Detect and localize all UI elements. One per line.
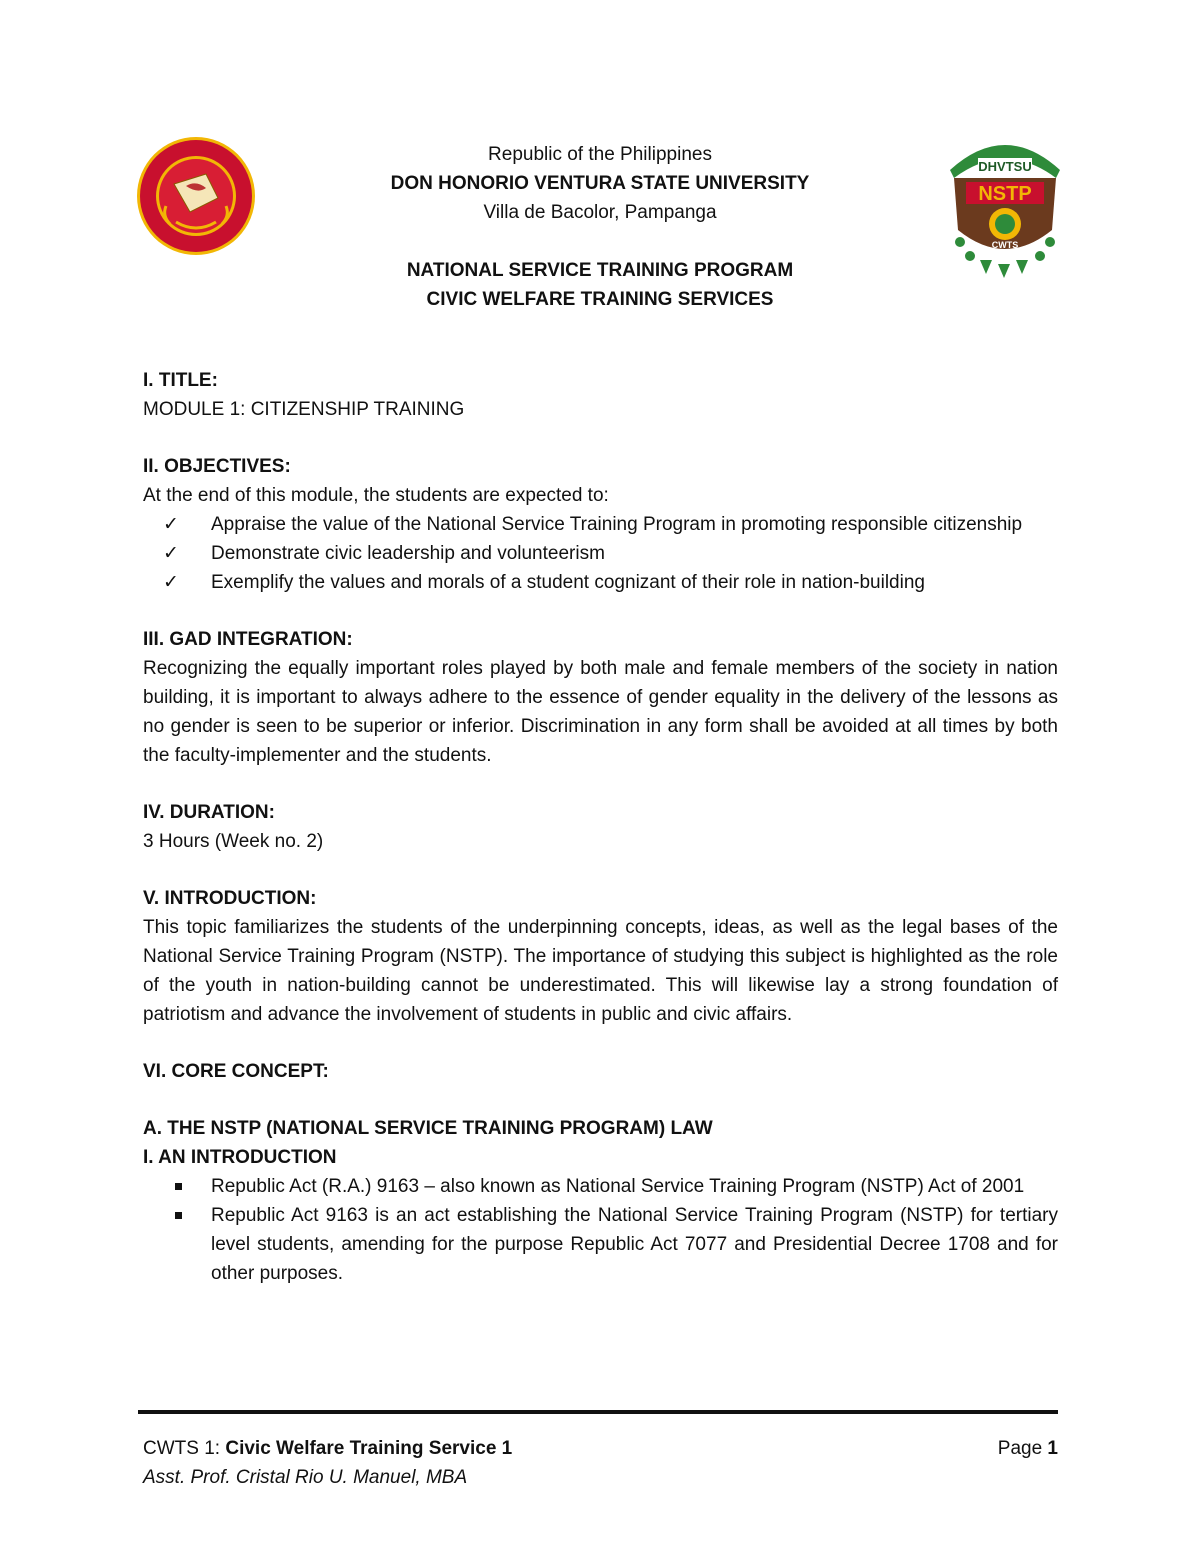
list-item: ✓ Demonstrate civic leadership and volunteerism bbox=[143, 539, 1058, 568]
square-bullet-icon bbox=[175, 1212, 182, 1219]
list-item: Republic Act (R.A.) 9163 – also known as National Service Training Program (NSTP) Act of 2001 bbox=[143, 1172, 1058, 1201]
checkmark-icon: ✓ bbox=[163, 543, 179, 564]
footer-page bbox=[998, 1434, 1058, 1463]
footer-course-name: Civic Welfare Training Service 1 bbox=[225, 1438, 513, 1459]
section-core-heading: VI. CORE CONCEPT: bbox=[143, 1061, 329, 1082]
footer-course bbox=[143, 1434, 512, 1463]
section-objectives-heading: II. OBJECTIVES: bbox=[143, 456, 291, 477]
header-location: Villa de Bacolor, Pampanga bbox=[483, 202, 717, 223]
list-item: ✓ Appraise the value of the National Service Training Program in promoting responsible citizenship bbox=[143, 510, 1058, 539]
logo-text-cwts: CWTS bbox=[991, 240, 1019, 250]
footer-divider bbox=[138, 1410, 1058, 1414]
logo-text-dhvtsu: DHVTSU bbox=[978, 159, 1032, 174]
section-title-text: MODULE 1: CITIZENSHIP TRAINING bbox=[143, 399, 465, 420]
square-bullet-icon bbox=[175, 1183, 182, 1190]
checkmark-icon: ✓ bbox=[163, 572, 179, 593]
core-subheading-a: A. THE NSTP (NATIONAL SERVICE TRAINING PROGRAM) LAW bbox=[143, 1118, 713, 1139]
section-gad-heading: III. GAD INTEGRATION: bbox=[143, 629, 353, 650]
nstp-cwts-logo-icon bbox=[946, 130, 1064, 286]
footer-page-number: 1 bbox=[1047, 1438, 1058, 1459]
header-program: NATIONAL SERVICE TRAINING PROGRAM bbox=[406, 260, 794, 281]
checkmark-icon: ✓ bbox=[163, 514, 179, 535]
objectives-list bbox=[143, 510, 1058, 597]
list-item: Republic Act 9163 is an act establishing the National Service Training Program (NSTP) for tertiary level students, amending for the purpose Republic Act 7077 and Presidential Decree 1708 and for other purposes. bbox=[143, 1201, 1058, 1288]
logo-text-nstp: NSTP bbox=[978, 183, 1032, 205]
footer-course-code: CWTS 1: bbox=[143, 1438, 226, 1459]
footer-author: Asst. Prof. Cristal Rio U. Manuel, MBA bbox=[143, 1467, 468, 1488]
university-seal-icon bbox=[136, 136, 256, 256]
footer-page-label: Page bbox=[997, 1438, 1048, 1459]
core-list bbox=[143, 1172, 1058, 1288]
header-university: DON HONORIO VENTURA STATE UNIVERSITY bbox=[390, 173, 810, 194]
objectives-intro: At the end of this module, the students are expected to: bbox=[143, 485, 609, 506]
document-body bbox=[143, 366, 1058, 1288]
core-subheading-i: I. AN INTRODUCTION bbox=[143, 1147, 337, 1168]
section-title-heading: I. TITLE: bbox=[143, 370, 218, 391]
document-footer bbox=[143, 1434, 1058, 1492]
list-item: ✓ Exemplify the values and morals of a student cognizant of their role in nation-building bbox=[143, 568, 1058, 597]
section-duration-text: 3 Hours (Week no. 2) bbox=[143, 831, 324, 852]
document-header bbox=[300, 140, 900, 314]
section-gad-text: Recognizing the equally important roles played by both male and female members of the society in nation building, it is important to always adhere to the essence of gender equality in the delivery of the lessons as no gender is seen to be superior or inferior. Discrimination in any form shall be avoided at all times by both the faculty-implementer and the students. bbox=[143, 658, 1058, 766]
section-introduction-heading: V. INTRODUCTION: bbox=[143, 888, 317, 909]
section-duration-heading: IV. DURATION: bbox=[143, 802, 275, 823]
section-introduction-text: This topic familiarizes the students of the underpinning concepts, ideas, as well as the legal bases of the National Service Training Program (NSTP). The importance of studying this subject is highlighted as the role of the youth in nation-building cannot be underestimated. This will likewise lay a strong foundation of patriotism and advance the involvement of students in public and civic affairs. bbox=[143, 917, 1058, 1025]
header-component: CIVIC WELFARE TRAINING SERVICES bbox=[426, 289, 774, 310]
header-republic: Republic of the Philippines bbox=[488, 144, 712, 165]
